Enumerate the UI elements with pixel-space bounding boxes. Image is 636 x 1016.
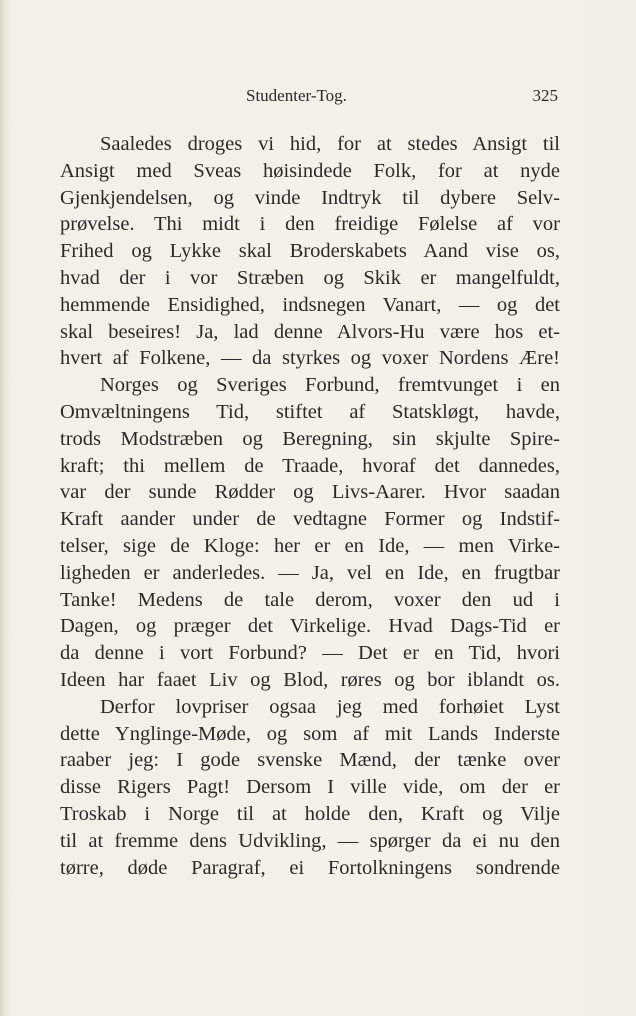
text-line: Dagen, og præger det Virkelige. Hvad Dags-Tid er — [60, 615, 560, 638]
text-line: Frihed og Lykke skal Broderskabets Aand vise os, — [60, 240, 560, 263]
text-line: da denne i vort Forbund? — Det er en Tid, hvori — [60, 642, 560, 665]
text-line: hemmende Ensidighed, indsnegen Vanart, — og det — [60, 293, 560, 316]
text-line: skal beseires! Ja, lad denne Alvors-Hu være hos et- — [60, 320, 560, 343]
text-line: tørre, døde Paragraf, ei Fortolkningens sondrende — [60, 856, 560, 879]
text-line: Saaledes droges vi hid, for at stedes Ansigt til — [100, 133, 560, 155]
text-line: Kraft aander under de vedtagne Former og Indstif- — [60, 508, 560, 531]
text-line: Ideen har faaet Liv og Blod, røres og bor iblandt os. — [60, 668, 560, 691]
text-line: var der sunde Rødder og Livs-Aarer. Hvor saadan — [60, 481, 560, 504]
page-number: 325 — [532, 86, 558, 105]
text-line: Omvæltningens Tid, stiftet af Statskløgt, havde, — [60, 400, 560, 423]
text-line: disse Rigers Pagt! Dersom I ville vide, om der er — [60, 776, 560, 799]
text-line: hvert af Folkene, — da styrkes og voxer Nordens Ære! — [60, 347, 560, 370]
text-line: trods Modstræben og Beregning, sin skjulte Spire- — [60, 427, 560, 450]
text-line: Tanke! Medens de tale derom, voxer den ud i — [60, 588, 560, 611]
text-line: ligheden er anderledes. — Ja, vel en Ide, en frugtbar — [60, 561, 560, 584]
text-line: Ansigt med Sveas høisindede Folk, for at nyde — [60, 159, 560, 182]
body-text — [60, 131, 560, 881]
text-line: raaber jeg: I gode svenske Mænd, der tænke over — [60, 749, 560, 772]
page-header — [60, 86, 560, 108]
text-line: Gjenkjendelsen, og vinde Indtryk til dybere Selv- — [60, 186, 560, 209]
text-line: prøvelse. Thi midt i den freidige Følelse af vor — [60, 213, 560, 236]
text-line: Norges og Sveriges Forbund, fremtvunget i en — [100, 374, 560, 397]
running-title: Studenter-Tog. — [246, 86, 347, 105]
text-line: dette Ynglinge-Møde, og som af mit Lands Inderste — [60, 722, 560, 745]
text-line: hvad der i vor Stræben og Skik er mangelfuldt, — [60, 266, 560, 289]
text-line: Derfor lovpriser ogsaa jeg med forhøiet Lyst — [100, 695, 560, 718]
text-line: Troskab i Norge til at holde den, Kraft og Vilje — [60, 802, 560, 825]
text-line: til at fremme dens Udvikling, — spørger da ei nu den — [60, 829, 560, 852]
text-line: kraft; thi mellem de Traade, hvoraf det dannedes, — [60, 454, 560, 477]
text-line: telser, sige de Kloge: her er en Ide, — men Virke- — [60, 534, 560, 557]
binding-edge — [0, 0, 6, 1016]
